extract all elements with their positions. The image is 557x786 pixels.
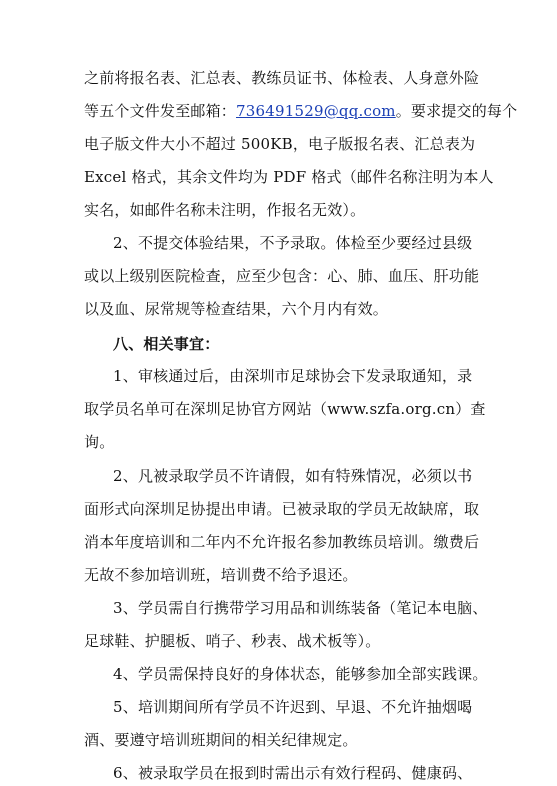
paragraph-line: 1、审核通过后，由深圳市足球协会下发录取通知，录: [113, 367, 473, 385]
paragraph-line: [84, 101, 518, 123]
paragraph-line: 取学员名单可在深圳足协官方网站（www.szfa.org.cn）查: [84, 400, 486, 418]
paragraph-line: 足球鞋、护腿板、哨子、秒表、战术板等）。: [84, 632, 381, 650]
text-span: 等五个文件发至邮箱：: [84, 102, 237, 120]
section-heading: 八、相关事宜：: [113, 335, 220, 353]
paragraph-line: 3、学员需自行携带学习用品和训练装备（笔记本电脑、: [113, 599, 488, 617]
paragraph-line: 实名，如邮件名称未注明，作报名无效）。: [84, 201, 366, 219]
paragraph-line: 面形式向深圳足协提出申请。已被录取的学员无故缺席，取: [84, 500, 480, 518]
paragraph-line: 酒、要遵守培训班期间的相关纪律规定。: [84, 731, 358, 749]
paragraph-line: 或以上级别医院检查，应至少包含：心、肺、血压、肝功能: [84, 267, 480, 285]
paragraph-line: 2、不提交体验结果，不予录取。体检至少要经过县级: [113, 234, 473, 252]
paragraph-line: Excel 格式，其余文件均为 PDF 格式（邮件名称注明为本人: [84, 168, 494, 186]
paragraph-line: 2、凡被录取学员不许请假，如有特殊情况，必须以书: [113, 467, 473, 485]
paragraph-line: 5、培训期间所有学员不许迟到、早退、不允许抽烟喝: [113, 698, 473, 716]
paragraph-line: 4、学员需保持良好的身体状态，能够参加全部实践课。: [113, 665, 488, 683]
paragraph-line: 之前将报名表、汇总表、教练员证书、体检表、人身意外险: [84, 69, 480, 87]
paragraph-line: 电子版文件大小不超过 500KB，电子版报名表、汇总表为: [84, 135, 476, 153]
paragraph-line: 无故不参加培训班，培训费不给予退还。: [84, 566, 358, 584]
paragraph-line: 以及血、尿常规等检查结果，六个月内有效。: [84, 300, 389, 318]
paragraph-line: 询。: [84, 433, 115, 451]
paragraph-line: 消本年度培训和二年内不允许报名参加教练员培训。缴费后: [84, 533, 480, 551]
paragraph-line: 6、被录取学员在报到时需出示有效行程码、健康码、: [113, 764, 473, 782]
text-span: 。要求提交的每个: [395, 102, 518, 120]
email-link[interactable]: 736491529@qq.com: [236, 102, 396, 120]
